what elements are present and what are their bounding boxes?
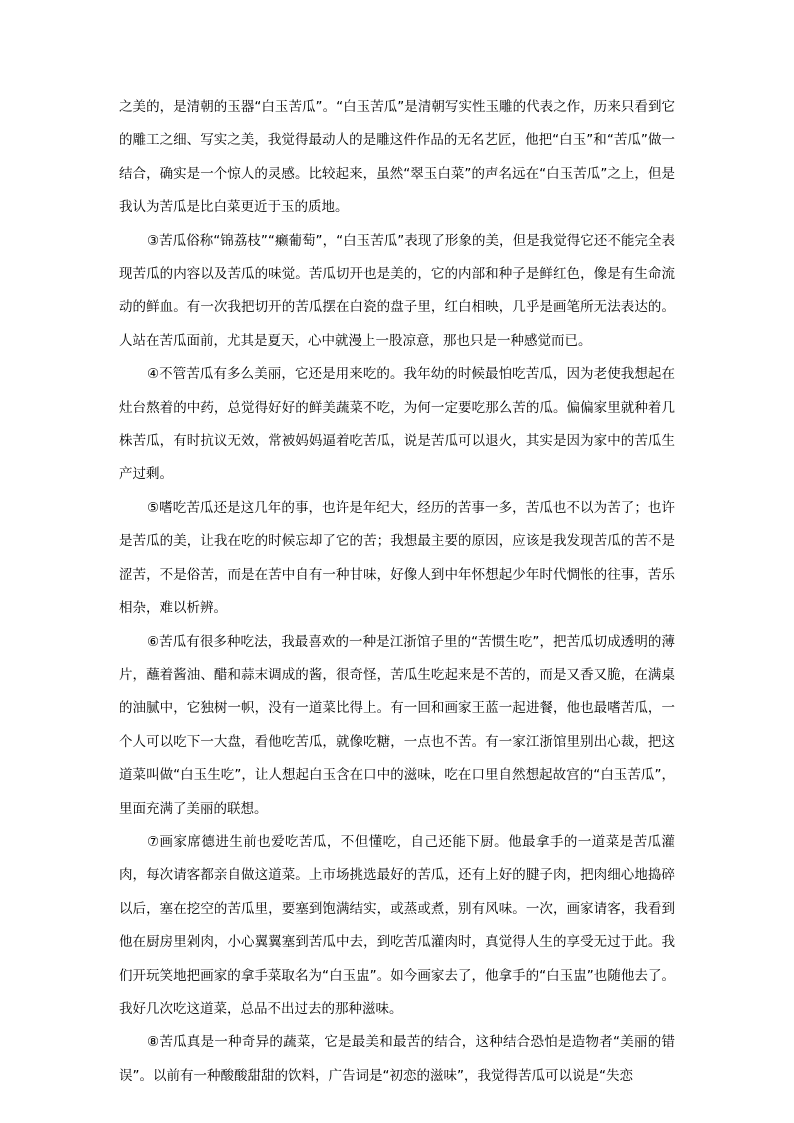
paragraph-8: ⑧苦瓜真是一种奇异的蔬菜，它是最美和最苦的结合，这种结合恐怕是造物者“美丽的错误”。以前有一种酸酸甜甜的饮料，广告词是“初恋的滋味”，我觉得苦瓜可以说是“失恋 — [119, 1034, 675, 1084]
paragraph-5: ⑤嗜吃苦瓜还是这几年的事，也许是年纪大，经历的苦事一多，苦瓜也不以为苦了；也许是苦瓜的美，让我在吃的时候忘却了它的苦；我想最主要的原因，应该是我发现苦瓜的苦不是涩苦，不是俗苦，而是在苦中自有一种甘味，好像人到中年怀想起少年时代惆怅的往事，苦乐相杂，难以析辨。 — [119, 499, 675, 617]
paragraph-6: ⑥苦瓜有很多种吃法，我最喜欢的一种是江浙馆子里的“苦惯生吃”，把苦瓜切成透明的薄片，蘸着酱油、醋和蒜末调成的酱，很奇怪，苦瓜生吃起来是不苦的，而是又香又脆，在满桌的油腻中，它独树一帜，没有一道菜比得上。有一回和画家王蓝一起进餐，他也最嗜苦瓜，一个人可以吃下一大盘，看他吃苦瓜，就像吃糖，一点也不苦。有一家江浙馆里别出心裁，把这道菜叫做“白玉生吃”，让人想起白玉含在口中的滋味，吃在口里自然想起故宫的“白玉苦瓜”，里面充满了美丽的联想。 — [119, 633, 675, 817]
document-page — [119, 91, 675, 1093]
paragraph-1: 之美的，是清朝的玉器“白玉苦瓜”。“白玉苦瓜”是清朝写实性玉雕的代表之作，历来只看到它的雕工之细、写实之美，我觉得最动人的是雕这件作品的无名艺匠，他把“白玉”和“苦瓜”做一结合，确实是一个惊人的灵感。比较起来，虽然“翠玉白菜”的声名远在“白玉苦瓜”之上，但是我认为苦瓜是比白菜更近于玉的质地。 — [119, 99, 675, 216]
paragraph-7: ⑦画家席德进生前也爱吃苦瓜，不但懂吃，自己还能下厨。他最拿手的一道菜是苦瓜灌肉，每次请客都亲自做这道菜。上市场挑选最好的苦瓜，还有上好的腱子肉，把肉细心地捣碎以后，塞在挖空的苦瓜里，要塞到饱满结实，或蒸或煮，别有风味。一次，画家请客，我看到他在厨房里剁肉，小心翼翼塞到苦瓜中去，到吃苦瓜灌肉时，真觉得人生的享受无过于此。我们开玩笑地把画家的拿手菜取名为“白玉盅”。如今画家去了，他拿手的“白玉盅”也随他去了。我好几次吃这道菜，总品不出过去的那种滋味。 — [119, 833, 675, 1017]
paragraph-3: ③苦瓜俗称“锦荔枝”“癞葡萄”，“白玉苦瓜”表现了形象的美，但是我觉得它还不能完全表现苦瓜的内容以及苦瓜的味觉。苦瓜切开也是美的，它的内部和种子是鲜红色，像是有生命流动的鲜血。有一次我把切开的苦瓜摆在白瓷的盘子里，红白相映，几乎是画笔所无法表达的。人站在苦瓜面前，尤其是夏天，心中就漫上一股凉意，那也只是一种感觉而已。 — [119, 232, 675, 349]
paragraph-4: ④不管苦瓜有多么美丽，它还是用来吃的。我年幼的时候最怕吃苦瓜，因为老使我想起在灶台熬着的中药，总觉得好好的鲜美蔬菜不吃，为何一定要吃那么苦的瓜。偏偏家里就种着几株苦瓜，有时抗议无效，常被妈妈逼着吃苦瓜，说是苦瓜可以退火，其实是因为家中的苦瓜生产过剩。 — [119, 366, 675, 483]
